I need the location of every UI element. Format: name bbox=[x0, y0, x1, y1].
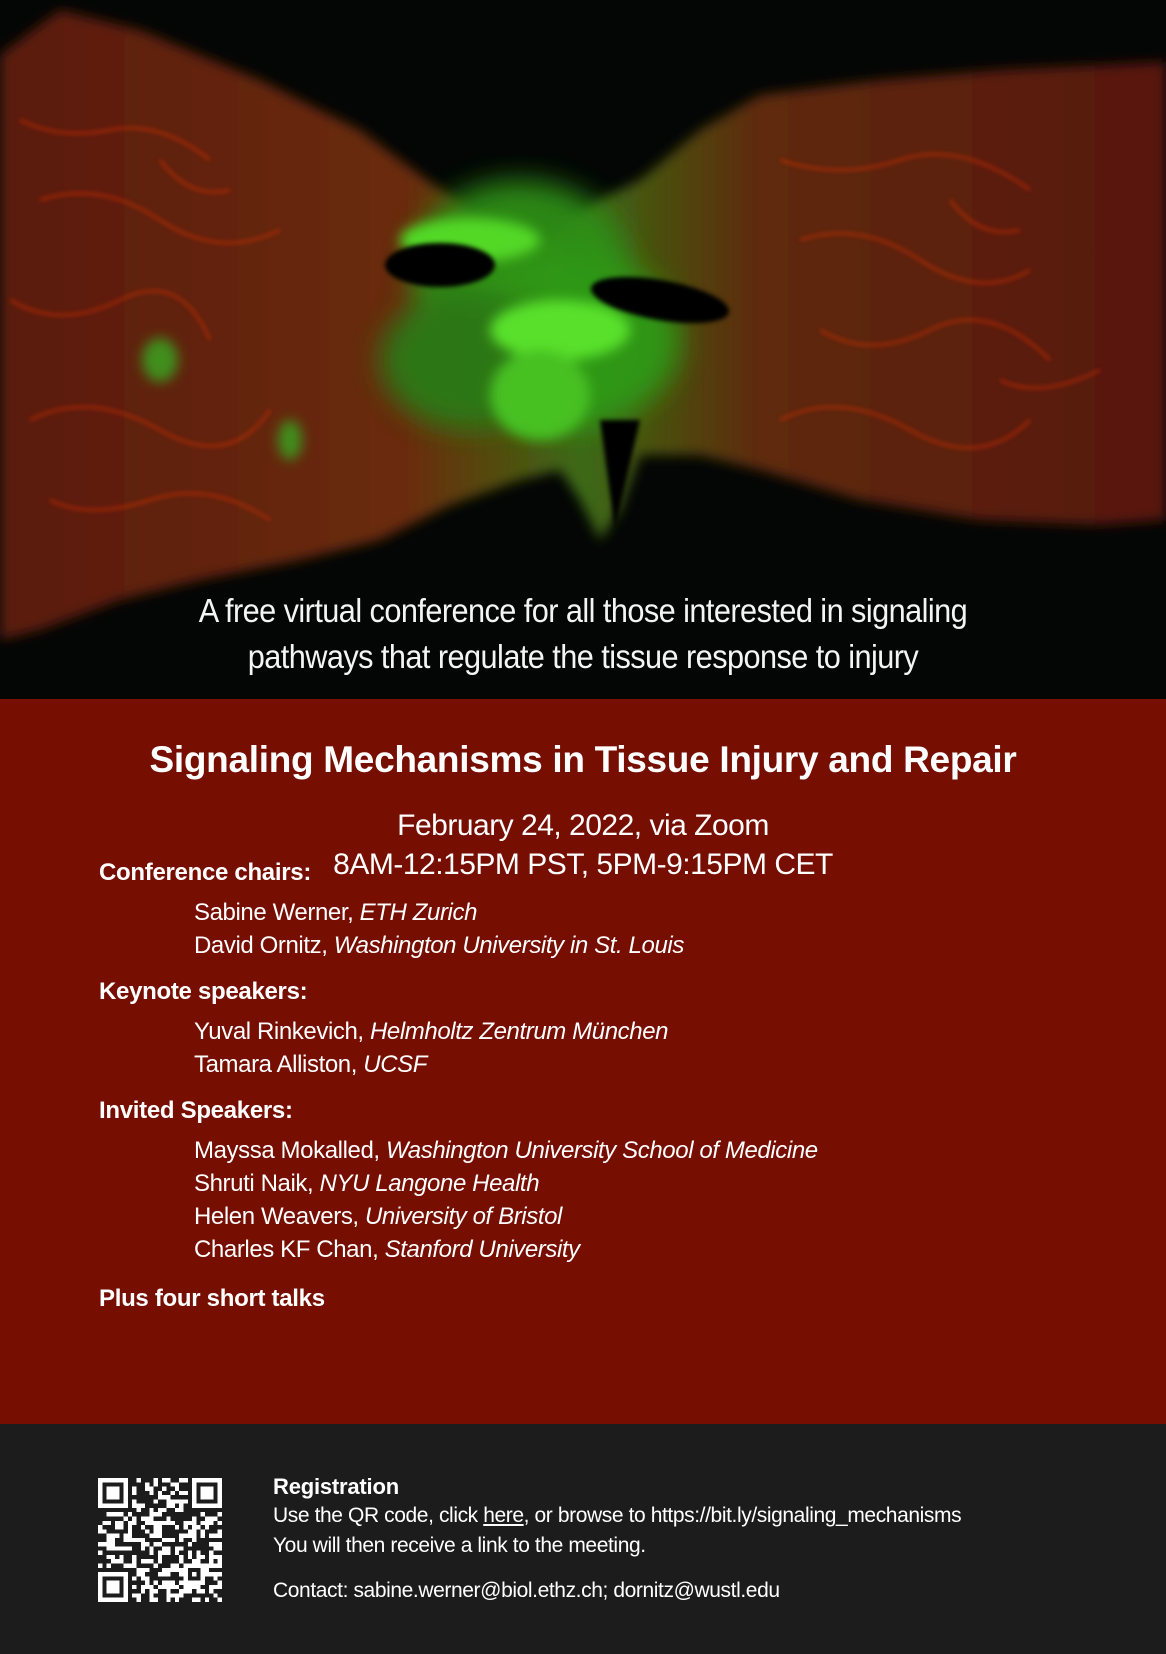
chair-item bbox=[194, 899, 477, 927]
conference-title: Signaling Mechanisms in Tissue Injury and Repair bbox=[149, 739, 1017, 780]
person-name: Tamara Alliston, bbox=[194, 1051, 358, 1078]
chair-item bbox=[194, 932, 684, 960]
registration-link[interactable]: here bbox=[483, 1504, 524, 1527]
person-affiliation: Washington University School of Medicine bbox=[385, 1137, 818, 1164]
person-affiliation: Stanford University bbox=[384, 1236, 580, 1263]
person-affiliation: NYU Langone Health bbox=[319, 1170, 540, 1197]
person-name: David Ornitz, bbox=[194, 932, 328, 959]
tagline-line-1: A free virtual conference for all those interested in signaling bbox=[198, 592, 968, 629]
section-heading-chairs: Conference chairs: bbox=[99, 859, 312, 886]
instructions-suffix: , or browse to https://bit.ly/signaling_mechanisms bbox=[523, 1504, 962, 1527]
invited-item bbox=[194, 1170, 539, 1198]
conference-details bbox=[0, 699, 1166, 1424]
person-affiliation: UCSF bbox=[363, 1051, 428, 1078]
section-heading-keynote: Keynote speakers: bbox=[99, 978, 308, 1005]
registration-heading: Registration bbox=[273, 1474, 399, 1499]
person-name: Shruti Naik, bbox=[194, 1170, 314, 1197]
invited-item bbox=[194, 1203, 562, 1231]
tagline bbox=[41, 588, 1125, 680]
invited-item bbox=[194, 1236, 580, 1264]
registration-footer bbox=[0, 1424, 1166, 1654]
invited-item bbox=[194, 1137, 818, 1165]
registration-note: You will then receive a link to the meeting. bbox=[273, 1534, 646, 1557]
section-heading-invited: Invited Speakers: bbox=[99, 1097, 293, 1124]
person-name: Yuval Rinkevich, bbox=[194, 1018, 364, 1045]
person-affiliation: Helmholtz Zentrum München bbox=[369, 1018, 669, 1045]
person-affiliation: University of Bristol bbox=[364, 1203, 562, 1230]
person-name: Mayssa Mokalled, bbox=[194, 1137, 380, 1164]
event-date: February 24, 2022, via Zoom bbox=[397, 809, 769, 842]
registration-instructions bbox=[273, 1504, 961, 1528]
person-name: Sabine Werner, bbox=[194, 899, 354, 926]
hero-banner bbox=[0, 0, 1166, 699]
keynote-item bbox=[194, 1018, 668, 1046]
contact-info: Contact: sabine.werner@biol.ethz.ch; dornitz@wustl.edu bbox=[273, 1579, 780, 1602]
qr-code-icon[interactable] bbox=[98, 1478, 222, 1602]
person-affiliation: Washington University in St. Louis bbox=[333, 932, 684, 959]
instructions-prefix: Use the QR code, click bbox=[273, 1504, 484, 1527]
short-talks-note: Plus four short talks bbox=[99, 1285, 325, 1312]
tagline-line-2: pathways that regulate the tissue response to injury bbox=[247, 638, 919, 675]
person-name: Charles KF Chan, bbox=[194, 1236, 379, 1263]
event-time: 8AM-12:15PM PST, 5PM-9:15PM CET bbox=[333, 848, 833, 881]
keynote-item bbox=[194, 1051, 427, 1079]
person-affiliation: ETH Zurich bbox=[359, 899, 478, 926]
person-name: Helen Weavers, bbox=[194, 1203, 359, 1230]
